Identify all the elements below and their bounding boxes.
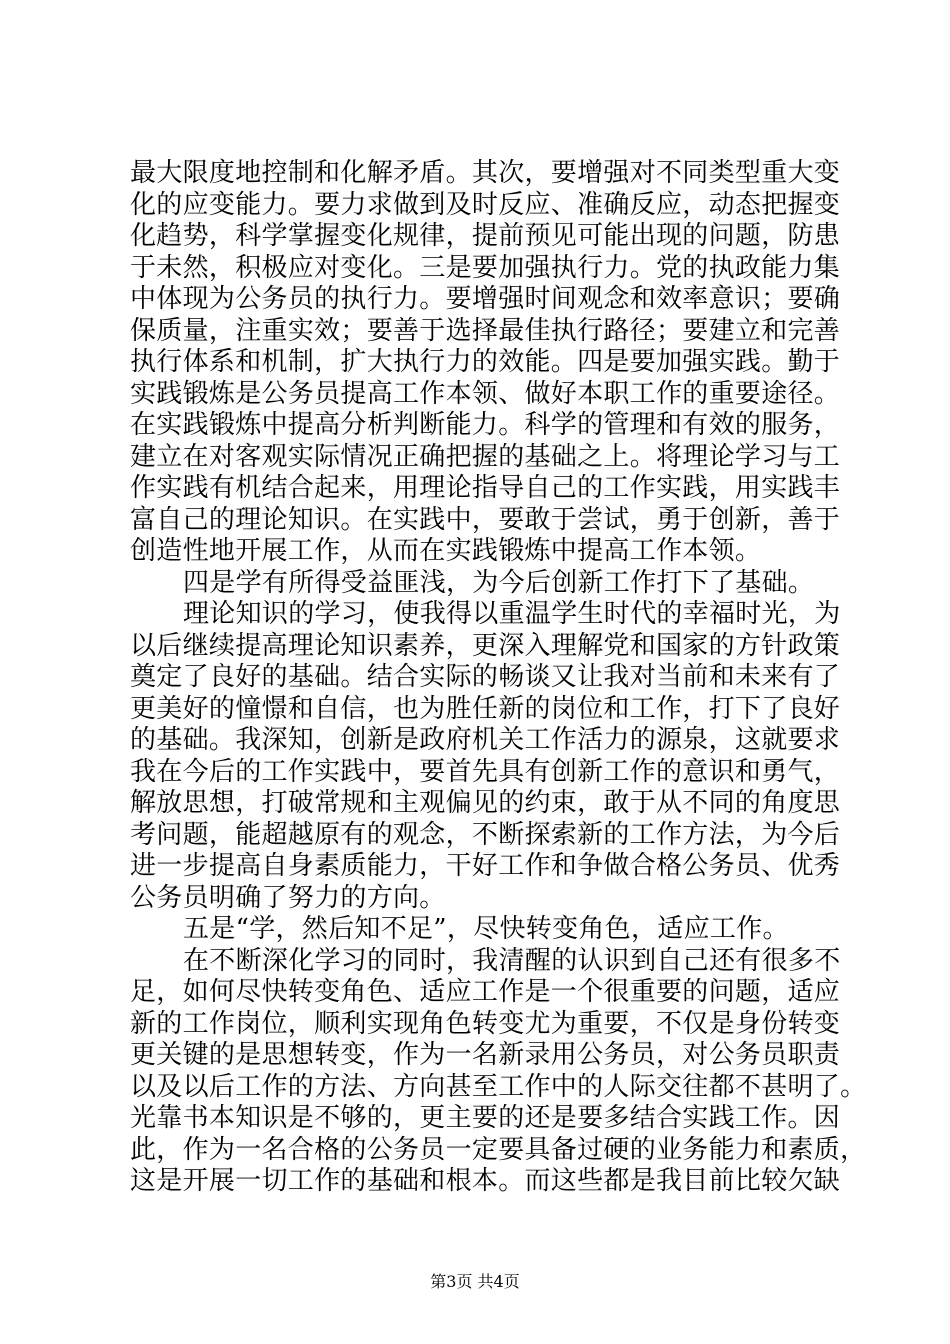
text-line: 富自己的理论知识。在实践中，要敢于尝试，勇于创新，善于: [130, 504, 841, 535]
text-line: 化的应变能力。要力求做到及时反应、准确反应，动态把握变: [130, 189, 841, 220]
text-line: 足，如何尽快转变角色、适应工作是一个很重要的问题，适应: [130, 977, 841, 1007]
text-line: 在不断深化学习的同时，我清醒的认识到自己还有很多不: [183, 945, 841, 976]
text-line: 更美好的憧憬和自信，也为胜任新的岗位和工作，打下了良好: [130, 693, 841, 724]
page-number-footer: 第3页 共4页: [430, 1272, 520, 1291]
text-line: 保质量，注重实效；要善于选择最佳执行路径；要建立和完善: [130, 315, 841, 346]
text-line: 作实践有机结合起来，用理论指导自己的工作实践，用实践丰: [130, 473, 841, 503]
text-line: 的基础。我深知，创新是政府机关工作活力的源泉，这就要求: [130, 725, 841, 755]
text-line: 新的工作岗位，顺利实现角色转变尤为重要，不仅是身份转变: [130, 1008, 841, 1039]
section-heading: 五是“学，然后知不足”，尽快转变角色，适应工作。: [183, 914, 789, 944]
text-line: 在实践锻炼中提高分析判断能力。科学的管理和有效的服务，: [130, 410, 841, 440]
text-line: 中体现为公务员的执行力。要增强时间观念和效率意识；要确: [130, 284, 841, 314]
text-line: 最大限度地控制和化解矛盾。其次，要增强对不同类型重大变: [130, 158, 841, 188]
text-line: 进一步提高自身素质能力，干好工作和争做合格公务员、优秀: [130, 851, 841, 881]
text-line: 此，作为一名合格的公务员一定要具备过硬的业务能力和素质，: [130, 1134, 867, 1165]
text-line: 解放思想，打破常规和主观偏见的约束，敢于从不同的角度思: [130, 788, 841, 818]
text-line: 公务员明确了努力的方向。: [130, 882, 446, 913]
text-line: 以后继续提高理论知识素养，更深入理解党和国家的方针政策: [130, 630, 841, 661]
text-line: 考问题，能超越原有的观念，不断探索新的工作方法，为今后: [130, 819, 841, 850]
text-line: 于未然，积极应对变化。三是要加强执行力。党的执政能力集: [130, 252, 841, 283]
text-line: 光靠书本知识是不够的，更主要的还是要多结合实践工作。因: [130, 1103, 841, 1133]
text-line: 化趋势，科学掌握变化规律，提前预见可能出现的问题，防患: [130, 221, 841, 251]
text-line: 以及以后工作的方法、方向甚至工作中的人际交往都不甚明了。: [130, 1071, 867, 1102]
text-line: 奠定了良好的基础。结合实际的畅谈又让我对当前和未来有了: [130, 662, 841, 692]
text-line: 理论知识的学习，使我得以重温学生时代的幸福时光，为: [183, 599, 841, 629]
text-line: 我在今后的工作实践中，要首先具有创新工作的意识和勇气，: [130, 756, 841, 787]
text-line: 执行体系和机制，扩大执行力的效能。四是要加强实践。勤于: [130, 347, 841, 377]
text-line: 建立在对客观实际情况正确把握的基础之上。将理论学习与工: [130, 441, 841, 472]
section-heading: 四是学有所得受益匪浅，为今后创新工作打下了基础。: [183, 567, 815, 598]
text-line: 实践锻炼是公务员提高工作本领、做好本职工作的重要途径。: [130, 378, 841, 409]
body-text: [130, 158, 867, 1198]
text-line: 创造性地开展工作，从而在实践锻炼中提高工作本领。: [130, 536, 762, 566]
text-line: 这是开展一切工作的基础和根本。而这些都是我目前比较欠缺: [130, 1166, 841, 1196]
text-line: 更关键的是思想转变，作为一名新录用公务员，对公务员职责: [130, 1040, 841, 1070]
